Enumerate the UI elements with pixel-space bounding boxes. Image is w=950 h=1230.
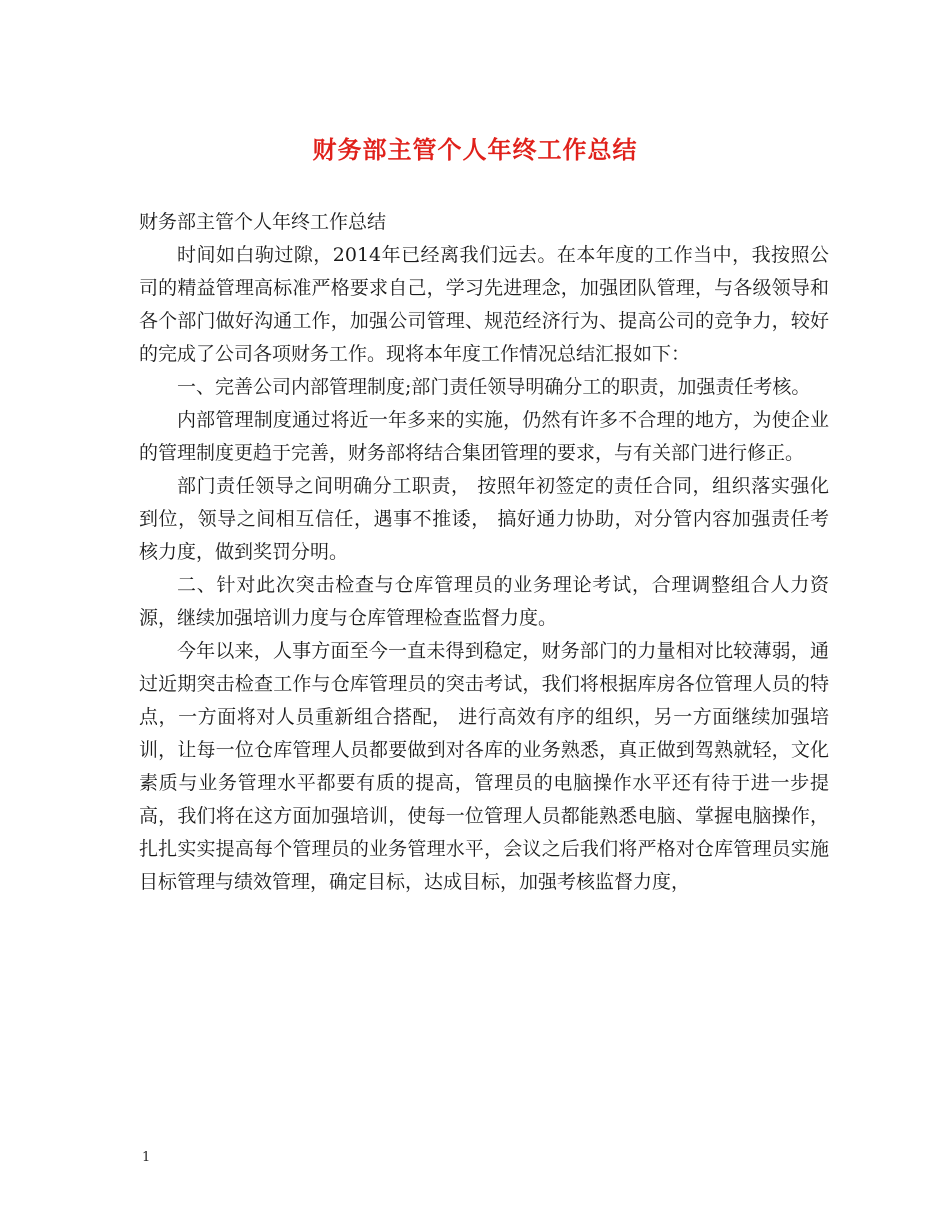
document-subtitle: 财务部主管个人年终工作总结 bbox=[139, 211, 387, 233]
paragraph-responsibility: 部门责任领导之间明确分工职责， 按照年初签定的责任合同，组织落实强化到位，领导之间相互信任，遇事不推诿， 搞好通力协助，对分管内容加强责任考核力度，做到奖罚分明。 bbox=[139, 475, 829, 563]
paragraph-personnel: 今年以来，人事方面至今一直未得到稳定，财务部门的力量相对比较薄弱，通过近期突击检查工作与仓库管理员的突击考试，我们将根据库房各位管理人员的特点，一方面将对人员重新组合搭配， 进行高效有序的组织，另一方面继续加强培训，让每一位仓库管理人员都要做到对各库的业务熟悉，真正做到驾熟就轻，文化素质与业务管理水平都要有质的提高，管理员的电脑操作水平还有待于进一步提高，我们将在这方面加强培训，使每一位管理人员都能熟悉电脑、掌握电脑操作，扎扎实实提高每个管理员的业务管理水平，会议之后我们将严格对仓库管理员实施目标管理与绩效管理，确定目标，达成目标，加强考核监督力度， bbox=[139, 640, 829, 893]
page-number: 1 bbox=[142, 1150, 151, 1165]
paragraph-section-1-heading: 一、完善公司内部管理制度;部门责任领导明确分工的职责，加强责任考核。 bbox=[177, 376, 811, 398]
paragraph-intro: 时间如白驹过隙，2014年已经离我们远去。在本年度的工作当中，我按照公司的精益管理高标准严格要求自己，学习先进理念，加强团队管理，与各级领导和各个部门做好沟通工作，加强公司管理、规范经济行为、提高公司的竞争力，较好的完成了公司各项财务工作。现将本年度工作情况总结汇报如下： bbox=[139, 244, 829, 365]
paragraph-internal-management: 内部管理制度通过将近一年多来的实施，仍然有许多不合理的地方，为使企业的管理制度更趋于完善，财务部将结合集团管理的要求，与有关部门进行修正。 bbox=[139, 409, 829, 464]
paragraph-section-2-heading: 二、针对此次突击检查与仓库管理员的业务理论考试，合理调整组合人力资源，继续加强培训力度与仓库管理检查监督力度。 bbox=[139, 574, 829, 629]
document-body bbox=[139, 206, 829, 899]
document-title: 财务部主管个人年终工作总结 bbox=[312, 135, 638, 164]
